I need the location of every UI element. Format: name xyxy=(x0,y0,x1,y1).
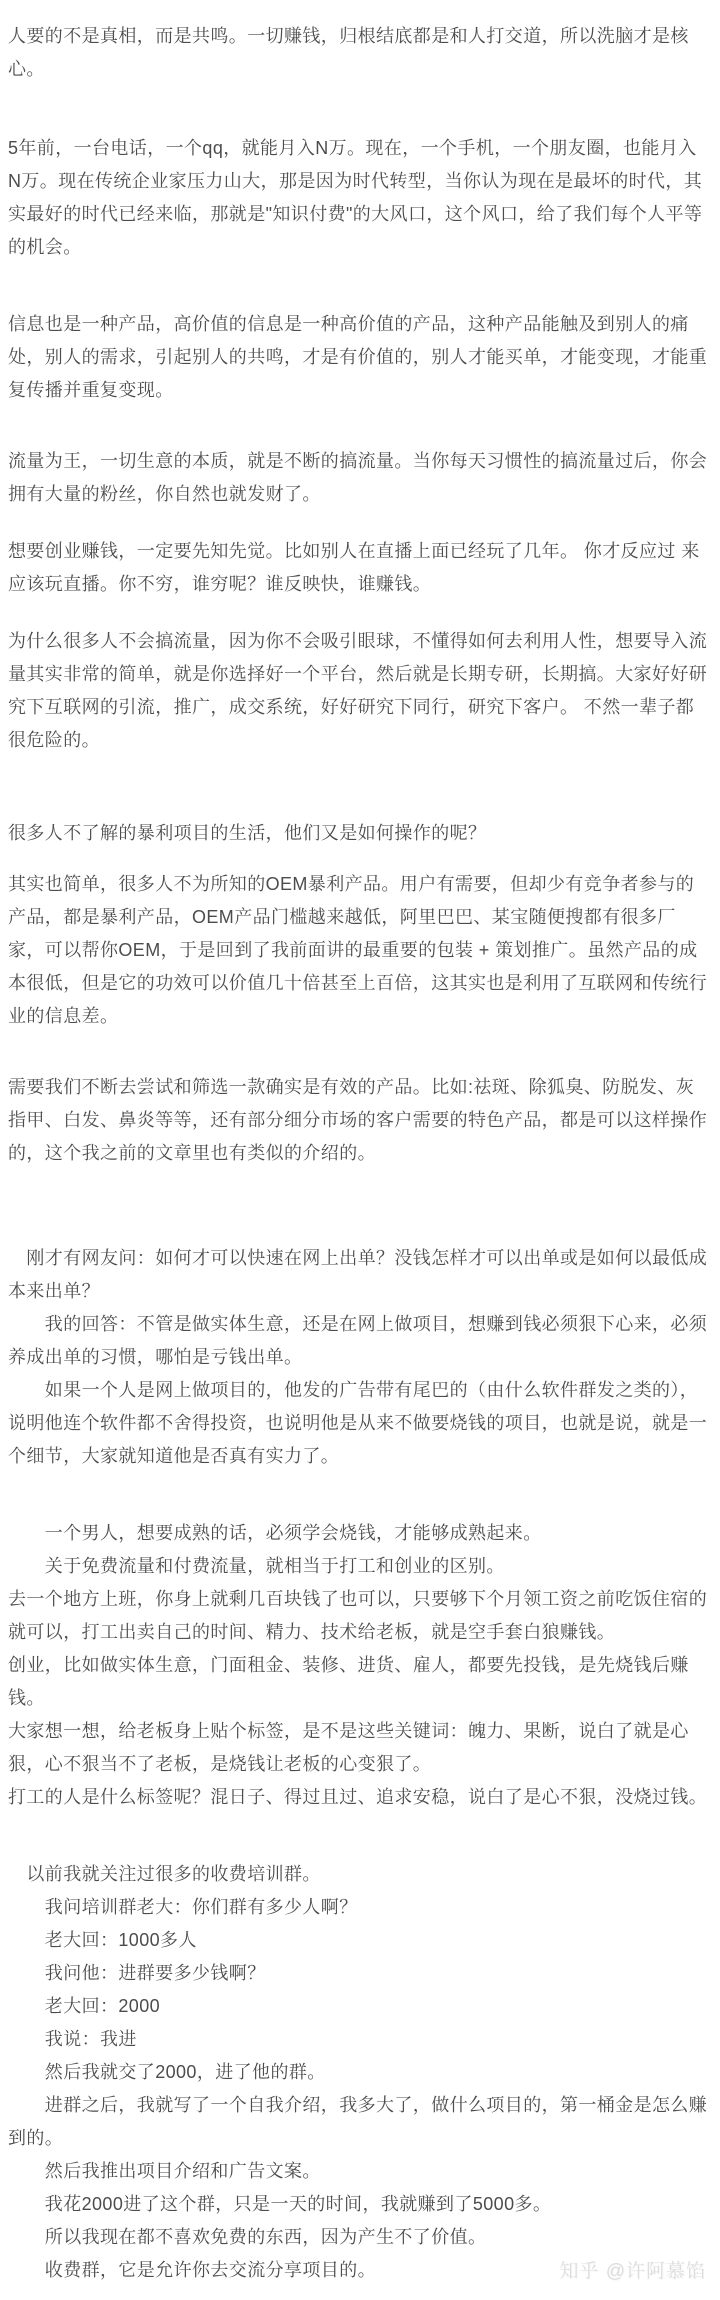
paragraph: 需要我们不断去尝试和筛选一款确实是有效的产品。比如:祛斑、除狐臭、防脱发、灰指甲、白发、鼻炎等等，还有部分细分市场的客户需要的特色产品，都是可以这样操作的，这个我之前的文章里也有类似的介绍的。 xyxy=(8,1077,708,1163)
paragraph: 人要的不是真相，而是共鸣。一切赚钱，归根结底都是和人打交道，所以洗脑才是核心。 xyxy=(8,26,689,79)
paragraph: 为什么很多人不会搞流量，因为你不会吸引眼球，不懂得如何去利用人性，想要导入流量其实非常的简单，就是你选择好一个平台，然后就是长期专研，长期搞。大家好好研究下互联网的引流，推广，成交系统，好好研究下同行，研究下客户。 不然一辈子都很危险的。 xyxy=(8,631,708,750)
paragraph: 一个男人，想要成熟的话，必须学会烧钱，才能够成熟起来。 xyxy=(8,1523,542,1543)
paragraph: 大家想一想，给老板身上贴个标签，是不是这些关键词：魄力、果断，说白了就是心狠，心不狠当不了老板，是烧钱让老板的心变狠了。 xyxy=(8,1721,689,1774)
paragraph: 老大回：1000多人 xyxy=(8,1930,197,1950)
paragraph: 刚才有网友问：如何才可以快速在网上出单？没钱怎样才可以出单或是如何以最低成本来出单？ xyxy=(8,1248,708,1301)
paragraph: 关于免费流量和付费流量，就相当于打工和创业的区别。 xyxy=(8,1556,505,1576)
paragraph: 打工的人是什么标签呢？混日子、得过且过、追求安稳，说白了是心不狠，没烧过钱。 xyxy=(8,1787,708,1807)
paragraph: 其实也简单，很多人不为所知的OEM暴利产品。用户有需要，但却少有竞争者参与的产品，都是暴利产品，OEM产品门槛越来越低，阿里巴巴、某宝随便搜都有很多厂家，可以帮你OEM，于是回到了我前面讲的最重要的包装 + 策划推广。虽然产品的成本很低，但是它的功效可以价值几十倍甚至上百倍，这其实也是利用了互联网和传统行业的信息差。 xyxy=(8,874,708,1026)
paragraph: 我花2000进了这个群，只是一天的时间，我就赚到了5000多。 xyxy=(8,2194,552,2214)
paragraph: 想要创业赚钱，一定要先知先觉。比如别人在直播上面已经玩了几年。 你才反应过 来应该玩直播。你不穷，谁穷呢？谁反映快，谁赚钱。 xyxy=(8,541,700,594)
paragraph: 然后我推出项目介绍和广告文案。 xyxy=(8,2161,321,2181)
paragraph: 我说：我进 xyxy=(8,2029,137,2049)
paragraph: 收费群，它是允许你去交流分享项目的。 xyxy=(8,2260,376,2280)
paragraph: 我问他：进群要多少钱啊？ xyxy=(8,1963,266,1983)
paragraph: 老大回：2000 xyxy=(8,1996,161,2016)
paragraph: 以前我就关注过很多的收费培训群。 xyxy=(8,1864,321,1884)
paragraph: 创业，比如做实体生意，门面租金、装修、进货、雇人，都要先投钱，是先烧钱后赚钱。 xyxy=(8,1655,689,1708)
paragraph: 所以我现在都不喜欢免费的东西，因为产生不了价值。 xyxy=(8,2227,487,2247)
paragraph: 如果一个人是网上做项目的，他发的广告带有尾巴的（由什么软件群发之类的），说明他连个软件都不舍得投资，也说明他是从来不做要烧钱的项目，也就是说，就是一个细节，大家就知道他是否真有实力了。 xyxy=(8,1380,708,1466)
paragraph: 我问培训群老大：你们群有多少人啊？ xyxy=(8,1897,358,1917)
paragraph: 进群之后，我就写了一个自我介绍，我多大了，做什么项目的，第一桶金是怎么赚到的。 xyxy=(8,2095,708,2148)
paragraph: 信息也是一种产品，高价值的信息是一种高价值的产品，这种产品能触及到别人的痛处，别人的需求，引起别人的共鸣，才是有价值的，别人才能买单，才能变现，才能重复传播并重复变现。 xyxy=(8,314,708,400)
paragraph: 然后我就交了2000，进了他的群。 xyxy=(8,2062,326,2082)
zhihu-watermark: 知乎 @许阿慕馅 xyxy=(559,2261,706,2282)
paragraph: 5年前，一台电话，一个qq，就能月入N万。现在，一个手机，一个朋友圈，也能月入N万。现在传统企业家压力山大，那是因为时代转型，当你认为现在是最坏的时代，其实最好的时代已经来临，那就是"知识付费"的大风口，这个风口，给了我们每个人平等的机会。 xyxy=(8,138,703,257)
paragraph: 我的回答：不管是做实体生意，还是在网上做项目，想赚到钱必须狠下心来，必须养成出单的习惯，哪怕是亏钱出单。 xyxy=(8,1314,708,1367)
paragraph: 去一个地方上班，你身上就剩几百块钱了也可以，只要够下个月领工资之前吃饭住宿的就可以，打工出卖自己的时间、精力、技术给老板，就是空手套白狼赚钱。 xyxy=(8,1589,708,1642)
paragraph: 流量为王，一切生意的本质，就是不断的搞流量。当你每天习惯性的搞流量过后，你会拥有大量的粉丝，你自然也就发财了。 xyxy=(8,451,708,504)
paragraph: 很多人不了解的暴利项目的生活，他们又是如何操作的呢？ xyxy=(8,823,487,843)
